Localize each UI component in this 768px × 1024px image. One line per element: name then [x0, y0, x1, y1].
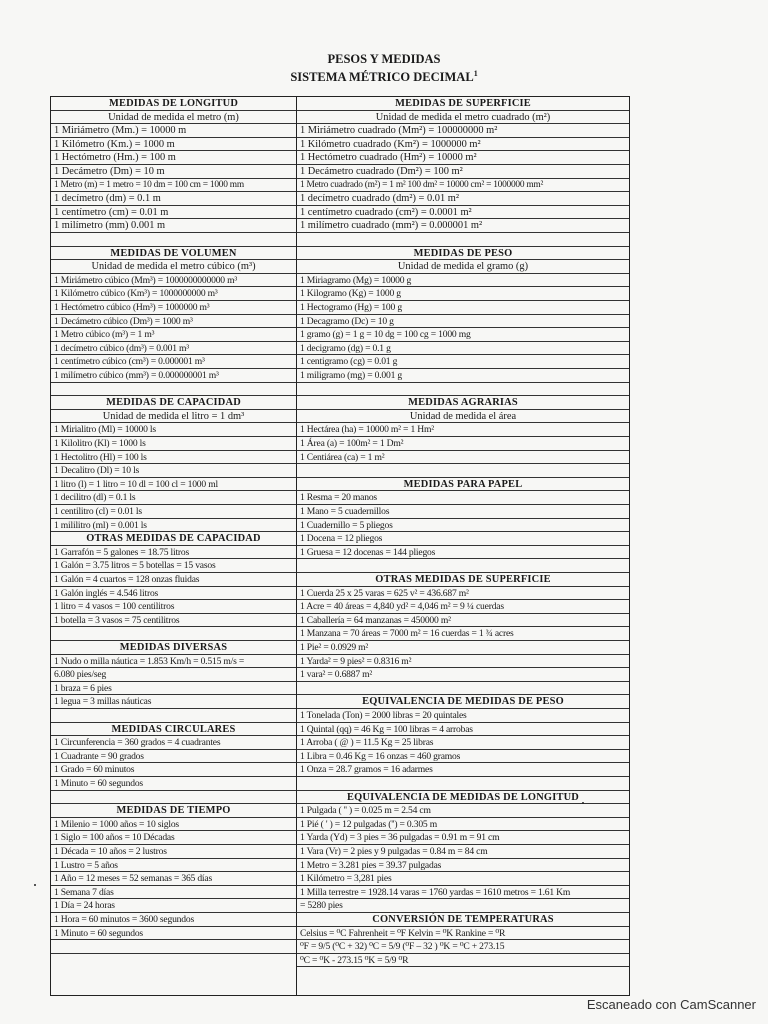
table-row: 1 gramo (g) = 1 g = 10 dg = 100 cg = 1000 mg	[297, 328, 629, 342]
table-row: 1 Kilogramo (Kg) = 1000 g	[297, 287, 629, 301]
table-row: 1 centilitro (cl) = 0.01 ls	[51, 505, 296, 519]
table-row: 1 decigramo (dg) = 0.1 g	[297, 342, 629, 356]
table-row: 1 decilitro (dl) = 0.1 ls	[51, 491, 296, 505]
table-row: 1 Hectogramo (Hg) = 100 g	[297, 301, 629, 315]
table-row: 1 centímetro cúbico (cm³) = 0.000001 m³	[51, 355, 296, 369]
table-row: 1 Miriámetro cúbico (Mm³) = 1000000000000 m³	[51, 274, 296, 288]
scan-speck	[582, 802, 584, 804]
table-row: 1 Garrafón = 5 galones = 18.75 litros	[51, 546, 296, 560]
table-row: 1 botella = 3 vasos = 75 centilitros	[51, 614, 296, 628]
blank-row	[51, 627, 296, 641]
table-row: 1 Metro = 3.281 pies = 39.37 pulgadas	[297, 859, 629, 873]
table-row: 1 Galón = 4 cuartos = 128 onzas fluidas	[51, 573, 296, 587]
table-row: 1 Área (a) = 100m² = 1 Dm²	[297, 437, 629, 451]
left-column	[51, 97, 297, 995]
table-row: 1 centímetro cuadrado (cm²) = 0.0001 m²	[297, 206, 629, 220]
table-row: 1 Yarda² = 9 pies² = 0.8316 m²	[297, 655, 629, 669]
table-row: 1 Pie² = 0.0929 m²	[297, 641, 629, 655]
blank-row	[297, 464, 629, 478]
section-heading: MEDIDAS DIVERSAS	[51, 641, 296, 655]
blank-row	[51, 383, 296, 397]
footnote-marker: 1	[473, 69, 478, 78]
table-row: 1 Miriámetro (Mm.) = 10000 m	[51, 124, 296, 138]
blank-row	[51, 233, 296, 247]
section-heading: MEDIDAS DE VOLUMEN	[51, 247, 296, 261]
table-row: 1 Hectolitro (Hl) = 100 ls	[51, 451, 296, 465]
subtitle-text: SISTEMA MÉTRICO DECIMAL	[290, 70, 474, 85]
table-row: 1 Tonelada (Ton) = 2000 libras = 20 quintales	[297, 709, 629, 723]
right-column	[297, 97, 629, 995]
section-heading: MEDIDAS AGRARIAS	[297, 396, 629, 410]
table-row: = 5280 pies	[297, 899, 629, 913]
table-row: 1 Pulgada ( '' ) = 0.025 m = 2.54 cm	[297, 804, 629, 818]
table-row: 1 Año = 12 meses = 52 semanas = 365 días	[51, 872, 296, 886]
table-row: 1 Hectómetro (Hm.) = 100 m	[51, 151, 296, 165]
table-row: 1 Cuadernillo = 5 pliegos	[297, 519, 629, 533]
table-row: 1 Decalitro (Dl) = 10 ls	[51, 464, 296, 478]
section-heading: OTRAS MEDIDAS DE CAPACIDAD	[51, 532, 296, 546]
table-row: 1 Milenio = 1000 años = 10 siglos	[51, 818, 296, 832]
table-row: 1 Decámetro cuadrado (Dm²) = 100 m²	[297, 165, 629, 179]
table-row: 1 Centiárea (ca) = 1 m²	[297, 451, 629, 465]
table-row: 1 Hora = 60 minutos = 3600 segundos	[51, 913, 296, 927]
table-row: 1 Minuto = 60 segundos	[51, 927, 296, 941]
table-row: 1 Decagramo (Dc) = 10 g	[297, 315, 629, 329]
table-row: 1 Minuto = 60 segundos	[51, 777, 296, 791]
table-row: 1 Decámetro cúbico (Dm³) = 1000 m³	[51, 315, 296, 329]
section-heading: MEDIDAS CIRCULARES	[51, 723, 296, 737]
table-row: Celsius = ⁰C Fahrenheit = ⁰F Kelvin = ⁰K Rankine = ⁰R	[297, 927, 629, 941]
blank-row	[297, 559, 629, 573]
section-heading: EQUIVALENCIA DE MEDIDAS DE LONGITUD	[297, 791, 629, 805]
table-row: 1 Vara (Vr) = 2 pies y 9 pulgadas = 0.84 m = 84 cm	[297, 845, 629, 859]
blank-row	[51, 791, 296, 805]
table-row: 1 mililitro (ml) = 0.001 ls	[51, 519, 296, 533]
measures-table	[50, 96, 630, 996]
section-heading: MEDIDAS DE LONGITUD	[51, 97, 296, 111]
scan-speck	[34, 884, 36, 886]
table-row: 1 Onza = 28.7 gramos = 16 adarmes	[297, 763, 629, 777]
table-row: 1 Hectárea (ha) = 10000 m² = 1 Hm²	[297, 423, 629, 437]
table-row: 1 litro (l) = 1 litro = 10 dl = 100 cl = 1000 ml	[51, 478, 296, 492]
table-row: 1 Docena = 12 pliegos	[297, 532, 629, 546]
table-row: 1 vara² = 0.6887 m²	[297, 668, 629, 682]
table-row: 1 Arroba ( @ ) = 11.5 Kg = 25 libras	[297, 736, 629, 750]
table-row: ⁰F = 9/5 (⁰C + 32) ⁰C = 5/9 (⁰F – 32 ) ⁰K = ⁰C + 273.15	[297, 940, 629, 954]
table-row: 1 milímetro (mm) 0.001 m	[51, 219, 296, 233]
section-unit-label: Unidad de medida el gramo (g)	[297, 260, 629, 274]
table-row: 1 Yarda (Yd) = 3 pies = 36 pulgadas = 0.91 m = 91 cm	[297, 831, 629, 845]
section-heading: MEDIDAS DE TIEMPO	[51, 804, 296, 818]
table-row: 1 Hectómetro cuadrado (Hm²) = 10000 m²	[297, 151, 629, 165]
table-row: 1 legua = 3 millas náuticas	[51, 695, 296, 709]
table-row: 1 Pié ( ' ) = 12 pulgadas ('') = 0.305 m	[297, 818, 629, 832]
table-row: 1 milímetro cuadrado (mm²) = 0.000001 m²	[297, 219, 629, 233]
table-row: 1 Metro cúbico (m³) = 1 m³	[51, 328, 296, 342]
table-row: 1 decímetro cúbico (dm³) = 0.001 m³	[51, 342, 296, 356]
table-row: 1 Década = 10 años = 2 lustros	[51, 845, 296, 859]
section-heading: MEDIDAS DE SUPERFICIE	[297, 97, 629, 111]
table-row: 1 Caballería = 64 manzanas = 450000 m²	[297, 614, 629, 628]
table-row: 1 Galón = 3.75 litros = 5 botellas = 15 vasos	[51, 559, 296, 573]
table-row: 6.080 pies/seg	[51, 668, 296, 682]
table-row: 1 Mano = 5 cuadernillos	[297, 505, 629, 519]
section-heading: MEDIDAS PARA PAPEL	[297, 478, 629, 492]
table-row: 1 Quintal (qq) = 46 Kg = 100 libras = 4 arrobas	[297, 723, 629, 737]
table-row: 1 Kilómetro = 3,281 pies	[297, 872, 629, 886]
table-row: 1 Grado = 60 minutos	[51, 763, 296, 777]
blank-row	[51, 940, 296, 954]
table-row: 1 Miriagramo (Mg) = 10000 g	[297, 274, 629, 288]
section-heading: OTRAS MEDIDAS DE SUPERFICIE	[297, 573, 629, 587]
table-row: 1 miligramo (mg) = 0.001 g	[297, 369, 629, 383]
table-row: 1 centigramo (cg) = 0.01 g	[297, 355, 629, 369]
table-row: 1 Miriámetro cuadrado (Mm²) = 100000000 m²	[297, 124, 629, 138]
table-row: 1 Cuadrante = 90 grados	[51, 750, 296, 764]
blank-row	[297, 233, 629, 247]
section-unit-label: Unidad de medida el metro (m)	[51, 111, 296, 125]
table-row: 1 centímetro (cm) = 0.01 m	[51, 206, 296, 220]
table-row: 1 Kilómetro cúbico (Km³) = 1000000000 m³	[51, 287, 296, 301]
table-row: 1 Siglo = 100 años = 10 Décadas	[51, 831, 296, 845]
table-row: 1 Día = 24 horas	[51, 899, 296, 913]
section-heading: CONVERSIÓN DE TEMPERATURAS	[297, 913, 629, 927]
blank-row	[297, 777, 629, 791]
table-row: 1 Galón inglés = 4.546 litros	[51, 587, 296, 601]
table-row: 1 Hectómetro cúbico (Hm³) = 1000000 m³	[51, 301, 296, 315]
table-row: 1 milímetro cúbico (mm³) = 0.000000001 m³	[51, 369, 296, 383]
table-row: 1 Gruesa = 12 docenas = 144 pliegos	[297, 546, 629, 560]
section-heading: MEDIDAS DE CAPACIDAD	[51, 396, 296, 410]
section-unit-label: Unidad de medida el litro = 1 dm³	[51, 410, 296, 424]
table-row: 1 Lustro = 5 años	[51, 859, 296, 873]
blank-row	[51, 709, 296, 723]
table-row: 1 Libra = 0.46 Kg = 16 onzas = 460 gramos	[297, 750, 629, 764]
section-heading: MEDIDAS DE PESO	[297, 247, 629, 261]
table-row: 1 Milla terrestre = 1928.14 varas = 1760 yardas = 1610 metros = 1.61 Km	[297, 886, 629, 900]
table-row: 1 braza = 6 pies	[51, 682, 296, 696]
table-row: 1 Circunferencia = 360 grados = 4 cuadrantes	[51, 736, 296, 750]
section-unit-label: Unidad de medida el área	[297, 410, 629, 424]
table-row: 1 Kilolitro (Kl) = 1000 ls	[51, 437, 296, 451]
table-row: 1 Manzana = 70 áreas = 7000 m² = 16 cuerdas = 1 ¾ acres	[297, 627, 629, 641]
table-row: 1 Resma = 20 manos	[297, 491, 629, 505]
scanner-watermark: Escaneado con CamScanner	[586, 997, 756, 1012]
table-row: 1 Semana 7 días	[51, 886, 296, 900]
table-row: 1 Metro (m) = 1 metro = 10 dm = 100 cm = 1000 mm	[51, 179, 296, 193]
table-row: 1 decímetro (dm) = 0.1 m	[51, 192, 296, 206]
table-row: ⁰C = ⁰K - 273.15 ⁰K = 5/9 ⁰R	[297, 954, 629, 968]
table-row: 1 Mirialitro (Ml) = 10000 ls	[51, 423, 296, 437]
table-row: 1 Nudo o milla náutica = 1.853 Km/h = 0.515 m/s =	[51, 655, 296, 669]
page-subtitle	[0, 66, 768, 85]
table-row: 1 litro = 4 vasos = 100 centilitros	[51, 600, 296, 614]
blank-row	[297, 383, 629, 397]
section-unit-label: Unidad de medida el metro cuadrado (m²)	[297, 111, 629, 125]
section-heading: EQUIVALENCIA DE MEDIDAS DE PESO	[297, 695, 629, 709]
table-row: 1 Kilómetro cuadrado (Km²) = 1000000 m²	[297, 138, 629, 152]
page-title: PESOS Y MEDIDAS	[327, 52, 441, 66]
table-row: 1 Kilómetro (Km.) = 1000 m	[51, 138, 296, 152]
table-row: 1 Metro cuadrado (m²) = 1 m² 100 dm² = 10000 cm² = 1000000 mm²	[297, 179, 629, 193]
table-row: 1 decímetro cuadrado (dm²) = 0.01 m²	[297, 192, 629, 206]
table-row: 1 Cuerda 25 x 25 varas = 625 v² = 436.687 m²	[297, 587, 629, 601]
section-unit-label: Unidad de medida el metro cúbico (m³)	[51, 260, 296, 274]
blank-row	[297, 682, 629, 696]
table-row: 1 Acre = 40 áreas = 4,840 yd² = 4,046 m² = 9 ¼ cuerdas	[297, 600, 629, 614]
table-row: 1 Decámetro (Dm) = 10 m	[51, 165, 296, 179]
